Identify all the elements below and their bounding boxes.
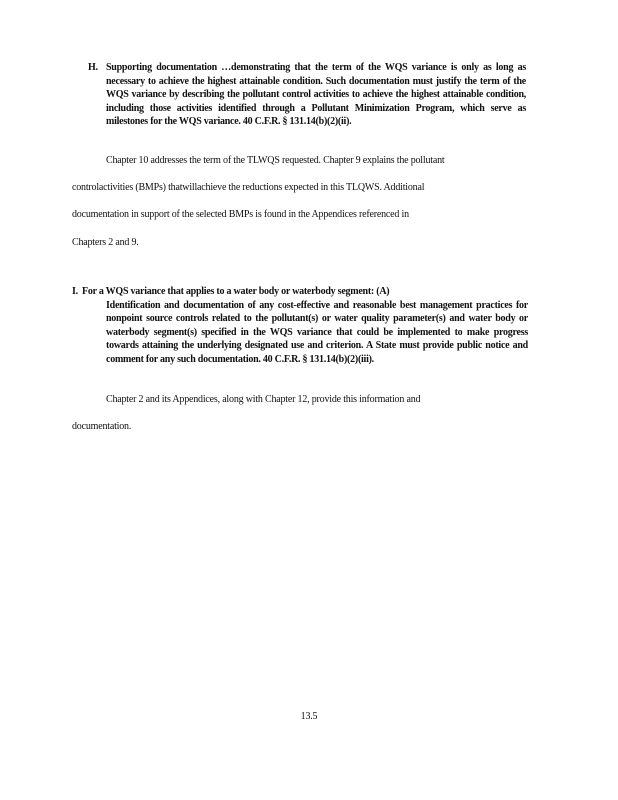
item-lead-i: For a WQS variance that applies to a water body or waterbody segment: (A) — [82, 286, 390, 297]
response-line: Chapters 2 and 9. — [72, 236, 139, 248]
item-text-i: Identification and documentation of any cost-effective and reasonable best management practices for nonpoint source controls related to the pollutant(s) or water quality parameter(s) and water body or waterbody segment(s) specified in the WQS variance that could be implemented to make progress towards attaining the underlying designated use and criterion. A State must provide public notice and comment for any such documentation. 40 C.F.R. § 131.14(b)(2)(iii). — [106, 299, 528, 365]
response-line: controlactivities (BMPs) thatwillachieve the reductions expected in this TLQWS. Additional — [72, 182, 425, 194]
response-line: Chapter 10 addresses the term of the TLWQS requested. Chapter 9 explains the pollutant — [106, 155, 445, 166]
response-line: documentation in support of the selected BMPs is found in the Appendices referenced in — [72, 209, 409, 221]
item-label-i: I. — [72, 286, 78, 297]
response-line: documentation. — [72, 421, 132, 433]
item-label-h: H. — [88, 62, 98, 73]
response-paragraph-i — [72, 386, 542, 440]
response-line: Chapter 2 and its Appendices, along with Chapter 12, provide this information and — [106, 394, 421, 405]
page-number: 13.5 — [300, 711, 318, 722]
response-paragraph-h — [72, 147, 542, 256]
item-text-h: Supporting documentation …demonstrating that the term of the WQS variance is only as long as necessary to achieve the highest attainable condition. Such documentation must justify the term of the WQS variance by describing the pollutant control activities to achieve the highest attainable condition, including those activities identified through a Pollutant Minimization Program, which serve as milestones for the WQS variance. 40 C.F.R. § 131.14(b)(2)(ii). — [106, 62, 526, 128]
